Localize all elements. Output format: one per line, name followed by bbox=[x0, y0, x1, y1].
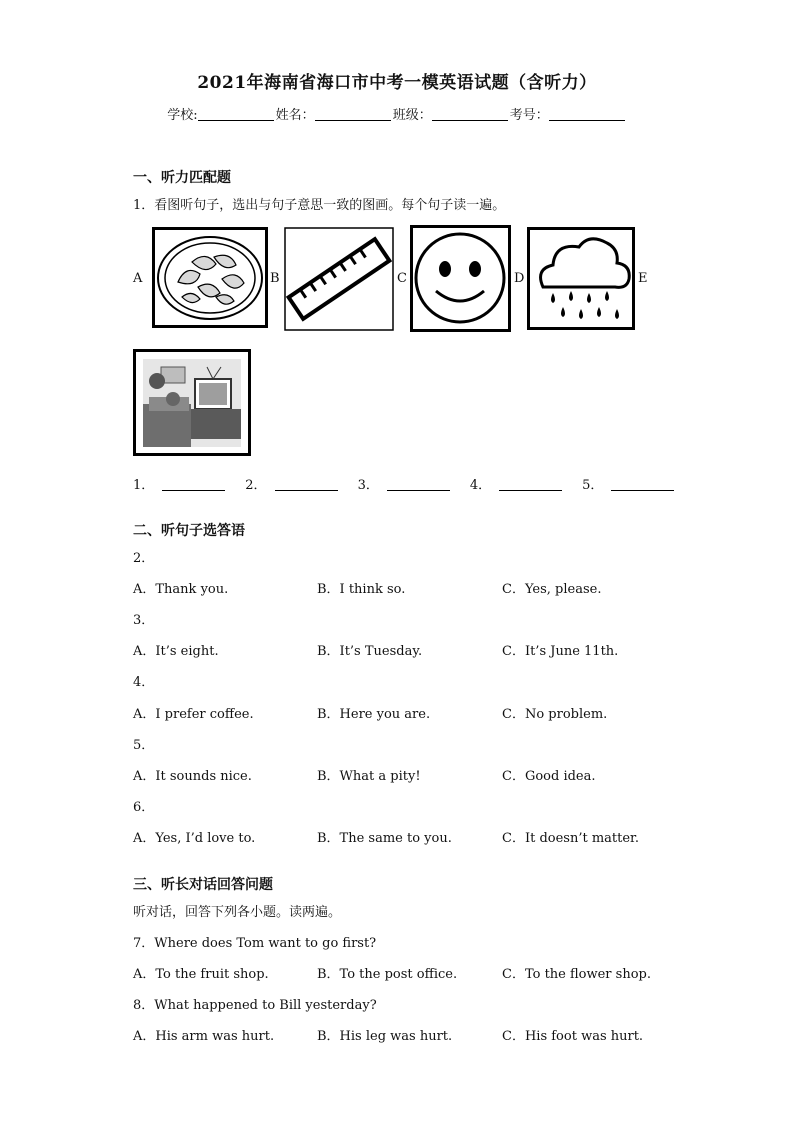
answer-item bbox=[245, 474, 337, 493]
answer-number: 2． bbox=[245, 478, 267, 493]
option-c[interactable]: C．Yes, please. bbox=[502, 582, 602, 597]
option-a[interactable]: A．It sounds nice. bbox=[133, 769, 252, 784]
option-a[interactable]: A．To the fruit shop. bbox=[133, 967, 269, 982]
answer-number: 4． bbox=[469, 478, 492, 493]
answer-blank[interactable] bbox=[611, 478, 674, 491]
class-blank[interactable] bbox=[432, 107, 508, 121]
option-b[interactable]: B．To the post office. bbox=[317, 967, 458, 982]
answer-item bbox=[133, 474, 225, 493]
option-c[interactable]: C．Good idea. bbox=[502, 769, 596, 784]
section-instruction: 1．看图听句子，选出与句子意思一致的图画。每个句子读一遍。 bbox=[133, 198, 506, 213]
section-heading: 三、听长对话回答问题 bbox=[133, 877, 273, 893]
option-b[interactable]: B．It’s Tuesday. bbox=[317, 644, 423, 659]
answer-number: 5． bbox=[582, 478, 604, 493]
option-c[interactable]: C．No problem. bbox=[502, 707, 608, 722]
picture-letter-e: E bbox=[638, 271, 648, 286]
picture-letter-b: B bbox=[270, 271, 280, 286]
watching-tv-icon bbox=[133, 349, 251, 456]
picture-letter-c: C bbox=[397, 271, 407, 286]
option-a[interactable]: A．Thank you. bbox=[133, 582, 229, 597]
option-a[interactable]: A．Yes, I’d love to. bbox=[133, 831, 256, 846]
question-number: 2． bbox=[133, 551, 155, 566]
option-a[interactable]: A．His arm was hurt. bbox=[133, 1029, 275, 1044]
option-c[interactable]: C．To the flower shop. bbox=[502, 967, 651, 982]
option-c[interactable]: C．His foot was hurt. bbox=[502, 1029, 644, 1044]
name-blank[interactable] bbox=[315, 107, 391, 121]
answer-item bbox=[582, 474, 674, 493]
smiley-face-icon bbox=[410, 225, 511, 332]
option-a[interactable]: A．It’s eight. bbox=[133, 644, 219, 659]
picture-letter-a: A bbox=[133, 271, 143, 286]
school-blank[interactable] bbox=[198, 107, 274, 121]
page-title: 2021年海南省海口市中考一模英语试题（含听力） bbox=[197, 73, 597, 93]
option-c[interactable]: C．It’s June 11th. bbox=[502, 644, 619, 659]
question-number: 4． bbox=[133, 675, 155, 690]
option-b[interactable]: B．The same to you. bbox=[317, 831, 452, 846]
option-a[interactable]: A．I prefer coffee. bbox=[133, 707, 254, 722]
answer-blank[interactable] bbox=[162, 478, 225, 491]
question-text: 7．Where does Tom want to go first? bbox=[133, 936, 377, 951]
answer-item bbox=[358, 474, 450, 493]
question-number: 6． bbox=[133, 800, 155, 815]
answer-item bbox=[470, 474, 562, 493]
answer-blank[interactable] bbox=[387, 478, 450, 491]
student-info-line bbox=[0, 104, 794, 123]
exam-no-label: 考号： bbox=[509, 108, 549, 123]
ruler-icon bbox=[284, 227, 394, 331]
name-label: 姓名： bbox=[275, 108, 315, 123]
school-label: 学校: bbox=[167, 108, 198, 123]
option-b[interactable]: B．Here you are. bbox=[317, 707, 431, 722]
answer-blank[interactable] bbox=[499, 478, 562, 491]
option-b[interactable]: B．What a pity! bbox=[317, 769, 421, 784]
question-text: 8．What happened to Bill yesterday? bbox=[133, 998, 377, 1013]
option-b[interactable]: B．I think so. bbox=[317, 582, 406, 597]
section-heading: 一、听力匹配题 bbox=[133, 170, 231, 186]
option-b[interactable]: B．His leg was hurt. bbox=[317, 1029, 453, 1044]
answer-blank[interactable] bbox=[275, 478, 338, 491]
exam-no-blank[interactable] bbox=[549, 107, 625, 121]
section-instruction: 听对话，回答下列各小题。读两遍。 bbox=[133, 905, 342, 920]
answer-number: 3． bbox=[357, 478, 379, 493]
section-heading: 二、听句子选答语 bbox=[133, 523, 245, 539]
answer-number: 1． bbox=[133, 478, 155, 493]
answer-blanks-row bbox=[133, 474, 694, 493]
question-number: 3． bbox=[133, 613, 155, 628]
option-c[interactable]: C．It doesn’t matter. bbox=[502, 831, 639, 846]
dumplings-plate-icon bbox=[152, 227, 268, 328]
class-label: 班级： bbox=[392, 108, 432, 123]
picture-letter-d: D bbox=[514, 271, 525, 286]
question-number: 5． bbox=[133, 738, 155, 753]
rain-cloud-icon bbox=[527, 227, 635, 330]
